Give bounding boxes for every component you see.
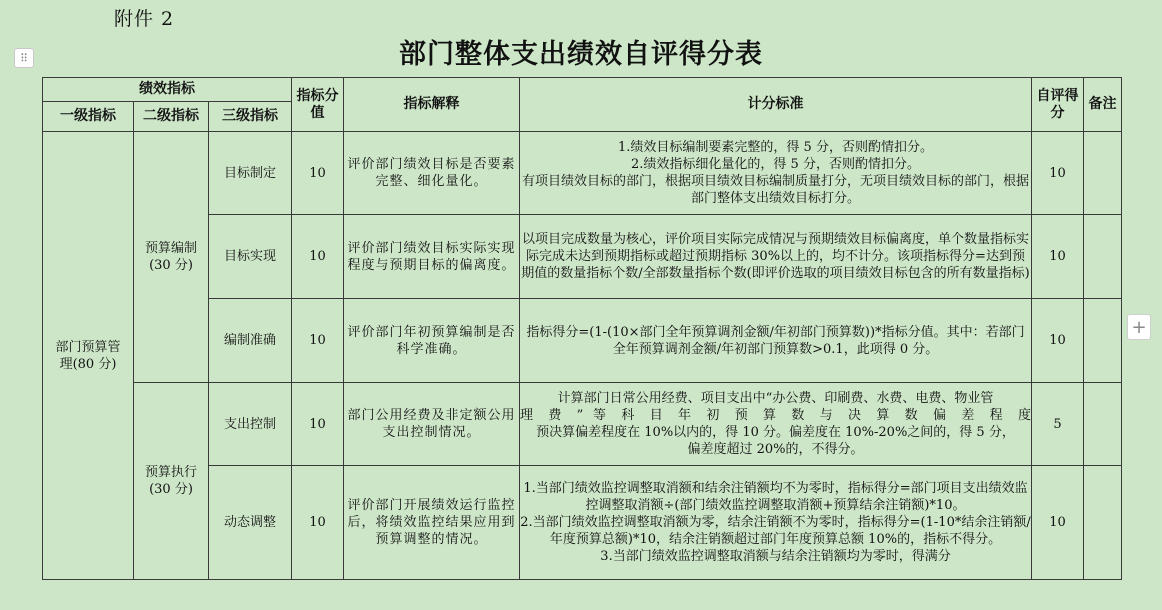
remarks-cell [1084, 132, 1122, 215]
remarks-cell [1084, 299, 1122, 383]
weight-cell: 10 [292, 383, 344, 466]
self-score-cell: 10 [1032, 215, 1084, 299]
header-self-score: 自评得分 [1032, 78, 1084, 132]
weight-cell: 10 [292, 132, 344, 215]
explanation-cell: 评价部门绩效目标是否要素完整、细化量化。 [344, 132, 520, 215]
self-score-cell: 5 [1032, 383, 1084, 466]
weight-cell: 10 [292, 299, 344, 383]
criteria-line: 3.当部门绩效监控调整取消额与结余注销额均为零时，得满分 [600, 549, 951, 564]
weight-cell: 10 [292, 466, 344, 580]
table-row [43, 132, 1122, 215]
level3-cell: 目标制定 [209, 132, 292, 215]
header-explanation: 指标解释 [344, 78, 520, 132]
header-remarks: 备注 [1084, 78, 1122, 132]
remarks-cell [1084, 215, 1122, 299]
self-score-cell: 10 [1032, 466, 1084, 580]
header-level1: 一级指标 [43, 102, 134, 132]
table-row [43, 383, 1122, 466]
level2-cell: 预算执行(30 分) [134, 383, 209, 580]
header-indicators-group: 绩效指标 [43, 78, 292, 102]
criteria-cell [520, 132, 1032, 215]
table-drag-handle-icon[interactable]: ⠿ [14, 48, 34, 68]
explanation-cell: 评价部门年初预算编制是否科学准确。 [344, 299, 520, 383]
remarks-cell [1084, 383, 1122, 466]
criteria-line: 有项目绩效目标的部门，根据项目绩效目标编制质量打分，无项目绩效目标的部门，根据部门整体支出绩效目标打分。 [521, 174, 1029, 206]
level3-cell: 编制准确 [209, 299, 292, 383]
level1-cell: 部门预算管理(80 分) [43, 132, 134, 580]
criteria-line: 1.绩效目标编制要素完整的，得 5 分，否则酌情扣分。 [618, 140, 933, 155]
weight-cell: 10 [292, 215, 344, 299]
score-table [42, 77, 1122, 580]
level3-cell: 目标实现 [209, 215, 292, 299]
criteria-line: 计算部门日常公用经费、项目支出中“办公费、印刷费、水费、电费、物业管 [557, 391, 994, 406]
header-level3: 三级指标 [209, 102, 292, 132]
level3-cell: 支出控制 [209, 383, 292, 466]
header-score-weight: 指标分值 [292, 78, 344, 132]
attachment-label: 附件 2 [114, 8, 175, 30]
level2-cell: 预算编制(30 分) [134, 132, 209, 383]
criteria-line: 2.绩效指标细化量化的，得 5 分，否则酌情扣分。 [631, 157, 920, 172]
add-column-button[interactable]: + [1127, 314, 1151, 340]
criteria-line: 预决算偏差程度在 10%以内的，得 10 分。偏差度在 10%-20%之间的，得 5 分， [536, 425, 1015, 440]
criteria-cell [520, 299, 1032, 383]
self-score-cell: 10 [1032, 132, 1084, 215]
self-score-cell: 10 [1032, 299, 1084, 383]
header-criteria: 计分标准 [520, 78, 1032, 132]
criteria-cell [520, 215, 1032, 299]
criteria-line: 偏差度超过 20%的，不得分。 [687, 442, 864, 457]
header-level2: 二级指标 [134, 102, 209, 132]
explanation-cell: 部门公用经费及非定额公用支出控制情况。 [344, 383, 520, 466]
remarks-cell [1084, 466, 1122, 580]
criteria-line: 以项目完成数量为核心，评价项目实际完成情况与预期绩效目标偏离度，单个数量指标实际完成未达到预期指标或超过预期指标 30%以上的，均不计分。该项指标得分=达到预期值的数量指标个数/全部数量指标个数(即评价选取的项目绩效目标包含的所有数量指标) [521, 232, 1030, 281]
criteria-line: 1.当部门绩效监控调整取消额和结余注销额均不为零时，指标得分=部门项目支出绩效监控调整取消额÷(部门绩效监控调整取消额+预算结余注销额)*10。 [523, 481, 1028, 513]
criteria-cell [520, 383, 1032, 466]
level3-cell: 动态调整 [209, 466, 292, 580]
explanation-cell: 评价部门开展绩效运行监控后，将绩效监控结果应用到预算调整的情况。 [344, 466, 520, 580]
criteria-line: 指标得分=(1-(10×部门全年预算调剂金额/年初部门预算数))*指标分值。其中：若部门全年预算调剂金额/年初部门预算数>0.1，此项得 0 分。 [526, 324, 1025, 357]
criteria-cell [520, 466, 1032, 580]
criteria-line: 理 费 ” 等 科 目 年 初 预 算 数 与 决 算 数 偏 差 程 度 [520, 408, 1031, 423]
criteria-line: 2.当部门绩效监控调整取消额为零，结余注销额不为零时，指标得分=(1-10*结余注销额/年度预算总额)*10，结余注销额超过部门年度预算总额 10%的，指标不得分。 [520, 515, 1031, 547]
page-title: 部门整体支出绩效自评得分表 [399, 39, 763, 70]
explanation-cell: 评价部门绩效目标实际实现程度与预期目标的偏离度。 [344, 215, 520, 299]
